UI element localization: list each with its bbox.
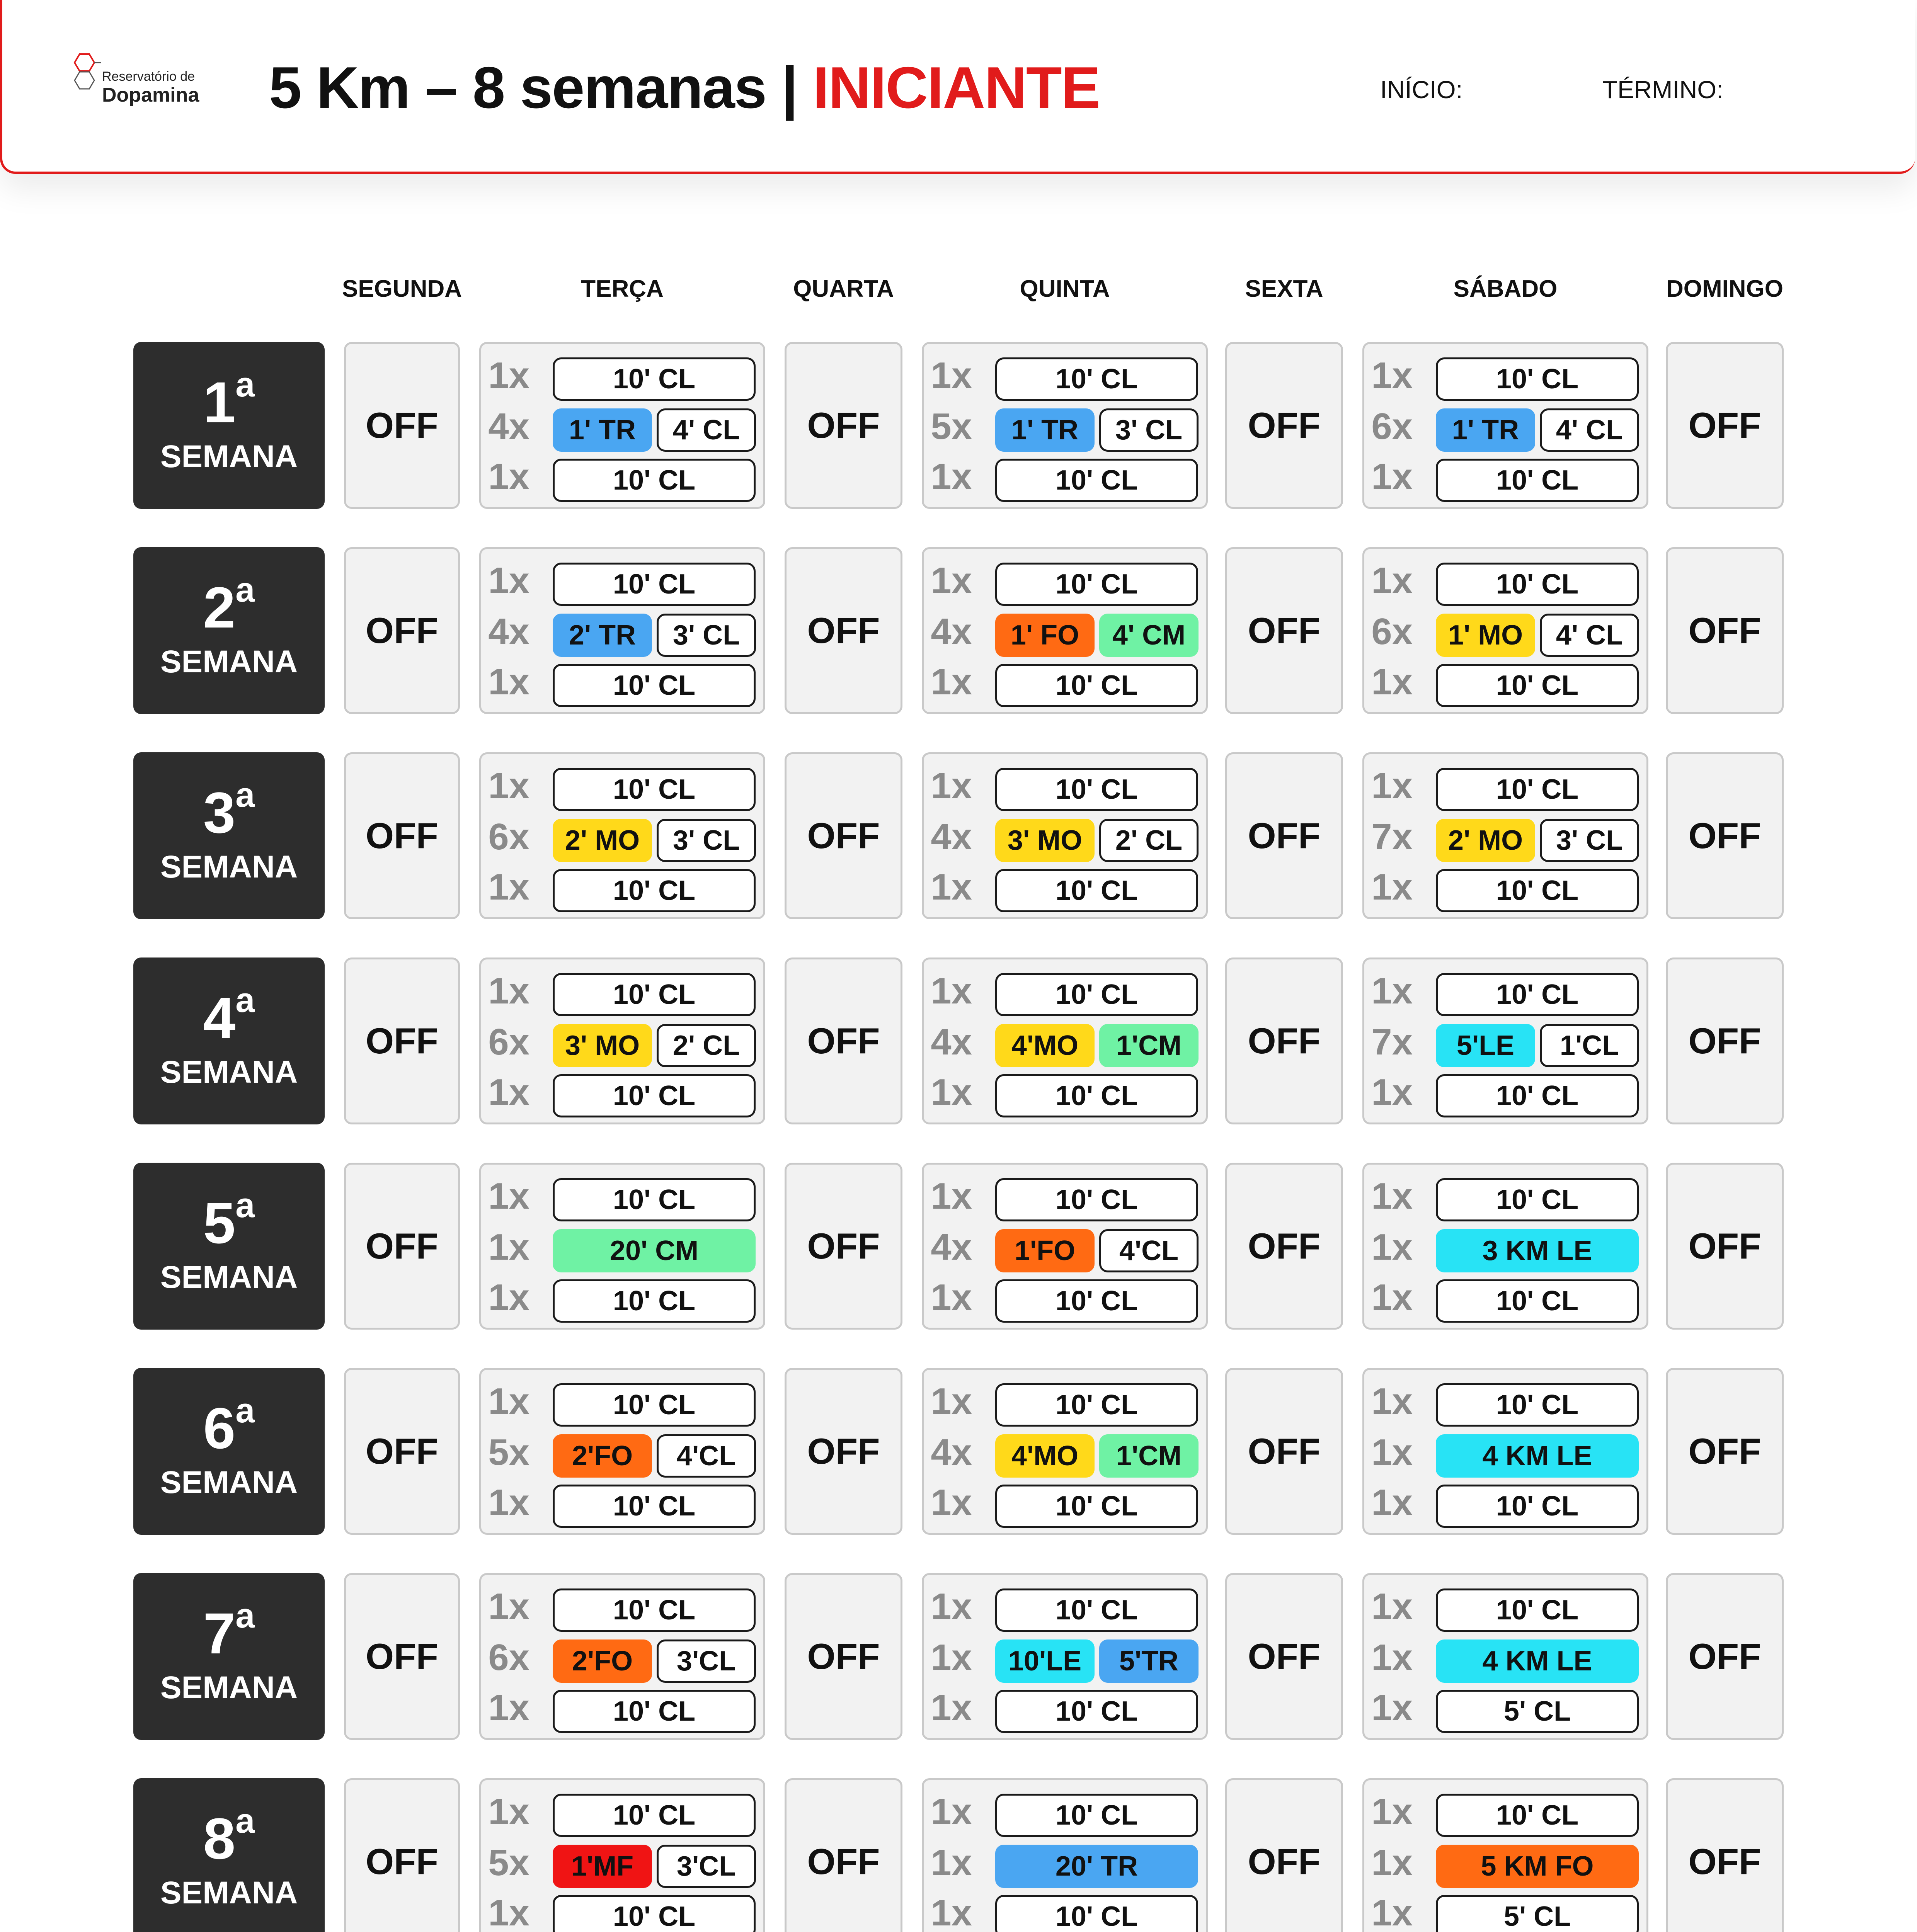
session-pill: 5' CL <box>1436 1690 1639 1733</box>
week-number: 5$^a$ <box>203 1186 255 1255</box>
session-multiplier: 1x <box>931 1277 972 1318</box>
session-multiplier: 1x <box>931 560 972 601</box>
session-pill: 10' CL <box>1436 1485 1639 1528</box>
session-pill: 10' CL <box>553 973 756 1016</box>
header-bar <box>0 0 1915 174</box>
session-pill: 1'CM <box>1099 1434 1199 1478</box>
off-cell: OFF <box>785 1163 902 1330</box>
off-cell: OFF <box>1666 1163 1784 1330</box>
session-pill: 1'CM <box>1099 1024 1199 1067</box>
session-multiplier: 1x <box>931 866 972 908</box>
week-label <box>133 547 325 714</box>
off-cell: OFF <box>785 752 902 919</box>
session-pill: 10' CL <box>995 1074 1198 1117</box>
session-multiplier: 1x <box>931 1687 972 1728</box>
session-pill: 1' FO <box>995 614 1095 657</box>
week-label <box>133 342 325 509</box>
session-pill: 10' CL <box>553 664 756 707</box>
session-multiplier: 1x <box>488 560 529 601</box>
off-cell: OFF <box>1225 1368 1343 1535</box>
session-multiplier: 1x <box>1371 1175 1413 1217</box>
session-pill: 5' CL <box>1436 1895 1639 1932</box>
session-multiplier: 4x <box>931 611 972 652</box>
session-multiplier: 4x <box>931 1432 972 1473</box>
off-cell: OFF <box>1225 957 1343 1124</box>
session-pill: 4'MO <box>995 1024 1095 1067</box>
session-multiplier: 6x <box>488 816 529 857</box>
session-pill: 1'FO <box>995 1229 1095 1272</box>
session-pill: 10' CL <box>995 973 1198 1016</box>
session-pill: 4' CL <box>657 408 756 452</box>
week-word: SEMANA <box>160 1670 298 1705</box>
week-word: SEMANA <box>160 849 298 884</box>
session-pill: 10' CL <box>1436 459 1639 502</box>
off-cell: OFF <box>785 342 902 509</box>
logo <box>68 50 199 128</box>
week-label <box>133 1163 325 1330</box>
session-pill: 2' CL <box>1099 819 1199 862</box>
session-multiplier: 7x <box>1371 816 1413 857</box>
off-cell: OFF <box>1225 547 1343 714</box>
session-multiplier: 6x <box>1371 406 1413 447</box>
off-cell: OFF <box>1666 1368 1784 1535</box>
session-pill: 10' CL <box>995 1279 1198 1323</box>
off-cell: OFF <box>785 1573 902 1740</box>
session-pill: 4' CM <box>1099 614 1199 657</box>
session-pill: 10' CL <box>1436 1794 1639 1837</box>
session-pill: 10' CL <box>995 563 1198 606</box>
session-pill: 3' MO <box>553 1024 652 1067</box>
week-label <box>133 957 325 1124</box>
off-cell: OFF <box>785 1368 902 1535</box>
session-pill: 1' TR <box>995 408 1095 452</box>
session-pill: 1' TR <box>1436 408 1535 452</box>
week-word: SEMANA <box>160 644 298 679</box>
session-multiplier: 1x <box>931 765 972 806</box>
session-multiplier: 1x <box>1371 1277 1413 1318</box>
off-cell: OFF <box>1666 342 1784 509</box>
session-pill: 10' CL <box>1436 973 1639 1016</box>
week-label <box>133 1368 325 1535</box>
week-word: SEMANA <box>160 439 298 474</box>
session-multiplier: 1x <box>931 1842 972 1883</box>
off-cell: OFF <box>344 1778 460 1932</box>
session-multiplier: 4x <box>488 406 529 447</box>
session-multiplier: 1x <box>1371 661 1413 702</box>
session-pill: 4' CL <box>1540 614 1639 657</box>
session-pill: 10' CL <box>995 1485 1198 1528</box>
end-label: TÉRMINO: <box>1602 76 1723 104</box>
session-multiplier: 4x <box>931 1226 972 1268</box>
session-multiplier: 5x <box>488 1842 529 1883</box>
session-pill: 4 KM LE <box>1436 1639 1639 1683</box>
logo-text <box>102 69 199 106</box>
session-pill: 2' MO <box>1436 819 1535 862</box>
session-pill: 10' CL <box>995 1794 1198 1837</box>
session-pill: 10' CL <box>995 768 1198 811</box>
session-multiplier: 1x <box>488 1175 529 1217</box>
session-multiplier: 1x <box>931 1175 972 1217</box>
session-multiplier: 1x <box>488 970 529 1012</box>
session-pill: 10' CL <box>553 563 756 606</box>
session-pill: 20' TR <box>995 1845 1198 1888</box>
session-pill: 3' CL <box>657 614 756 657</box>
page-title <box>269 54 1100 122</box>
session-multiplier: 1x <box>1371 355 1413 396</box>
session-multiplier: 1x <box>488 1482 529 1523</box>
session-multiplier: 1x <box>488 765 529 806</box>
session-pill: 20' CM <box>553 1229 756 1272</box>
week-number: 2$^a$ <box>203 571 255 640</box>
session-multiplier: 6x <box>488 1637 529 1678</box>
session-multiplier: 4x <box>931 816 972 857</box>
session-multiplier: 1x <box>1371 970 1413 1012</box>
week-label <box>133 1573 325 1740</box>
session-pill: 3'CL <box>657 1845 756 1888</box>
session-multiplier: 1x <box>931 970 972 1012</box>
session-pill: 10' CL <box>995 1383 1198 1427</box>
session-multiplier: 1x <box>1371 456 1413 497</box>
off-cell: OFF <box>344 957 460 1124</box>
session-multiplier: 1x <box>1371 1226 1413 1268</box>
session-pill: 10' CL <box>1436 1178 1639 1221</box>
session-pill: 3 KM LE <box>1436 1229 1639 1272</box>
session-pill: 4' CL <box>1540 408 1639 452</box>
off-cell: OFF <box>1225 1573 1343 1740</box>
session-multiplier: 1x <box>931 1381 972 1422</box>
session-pill: 4'CL <box>1099 1229 1199 1272</box>
session-pill: 3' CL <box>1099 408 1199 452</box>
off-cell: OFF <box>1225 752 1343 919</box>
session-multiplier: 1x <box>1371 1071 1413 1113</box>
session-multiplier: 6x <box>1371 611 1413 652</box>
week-word: SEMANA <box>160 1465 298 1500</box>
day-header-4: QUINTA <box>1020 276 1110 302</box>
week-word: SEMANA <box>160 1260 298 1295</box>
session-multiplier: 1x <box>488 1892 529 1932</box>
session-pill: 3'CL <box>657 1639 756 1683</box>
session-multiplier: 1x <box>488 866 529 908</box>
session-multiplier: 1x <box>931 1637 972 1678</box>
session-multiplier: 1x <box>488 1226 529 1268</box>
session-multiplier: 1x <box>488 1071 529 1113</box>
session-pill: 10' CL <box>553 1895 756 1932</box>
day-header-7: DOMINGO <box>1666 276 1784 302</box>
day-header-2: TERÇA <box>581 276 664 302</box>
title-main: 5 Km – 8 semanas | <box>269 55 813 121</box>
session-pill: 10' CL <box>1436 563 1639 606</box>
session-pill: 10' CL <box>995 1178 1198 1221</box>
session-pill: 10' CL <box>995 1895 1198 1932</box>
week-label <box>133 752 325 919</box>
off-cell: OFF <box>1666 957 1784 1124</box>
session-multiplier: 1x <box>1371 866 1413 908</box>
session-multiplier: 1x <box>488 1791 529 1832</box>
session-pill: 10' CL <box>553 1383 756 1427</box>
session-multiplier: 1x <box>1371 1892 1413 1932</box>
session-pill: 4'CL <box>657 1434 756 1478</box>
session-pill: 10' CL <box>553 1485 756 1528</box>
off-cell: OFF <box>1225 1778 1343 1932</box>
session-pill: 10' CL <box>553 459 756 502</box>
session-multiplier: 1x <box>1371 1586 1413 1627</box>
off-cell: OFF <box>1666 1573 1784 1740</box>
session-pill: 1'MF <box>553 1845 652 1888</box>
session-multiplier: 1x <box>488 661 529 702</box>
session-pill: 4'MO <box>995 1434 1095 1478</box>
session-pill: 10' CL <box>1436 1383 1639 1427</box>
week-label <box>133 1778 325 1932</box>
session-multiplier: 1x <box>931 456 972 497</box>
session-pill: 10' CL <box>995 1690 1198 1733</box>
session-multiplier: 1x <box>931 1586 972 1627</box>
session-pill: 3' CL <box>657 819 756 862</box>
session-pill: 10' CL <box>995 459 1198 502</box>
off-cell: OFF <box>1666 752 1784 919</box>
session-multiplier: 4x <box>931 1021 972 1063</box>
session-pill: 10' CL <box>995 357 1198 401</box>
session-multiplier: 1x <box>488 1586 529 1627</box>
session-multiplier: 6x <box>488 1021 529 1063</box>
session-pill: 10' CL <box>1436 1588 1639 1632</box>
session-multiplier: 1x <box>488 1277 529 1318</box>
day-header-3: QUARTA <box>793 276 894 302</box>
logo-line1: Reservatório de <box>102 69 195 84</box>
session-pill: 10' CL <box>553 1178 756 1221</box>
session-multiplier: 1x <box>1371 1381 1413 1422</box>
session-multiplier: 1x <box>1371 1842 1413 1883</box>
off-cell: OFF <box>785 1778 902 1932</box>
logo-line2: Dopamina <box>102 84 199 106</box>
session-pill: 2'FO <box>553 1639 652 1683</box>
session-pill: 10' CL <box>1436 357 1639 401</box>
off-cell: OFF <box>344 1573 460 1740</box>
session-multiplier: 1x <box>931 1482 972 1523</box>
week-number: 3$^a$ <box>203 776 255 845</box>
session-multiplier: 1x <box>1371 1637 1413 1678</box>
session-multiplier: 1x <box>931 1791 972 1832</box>
off-cell: OFF <box>344 342 460 509</box>
off-cell: OFF <box>785 547 902 714</box>
off-cell: OFF <box>1666 547 1784 714</box>
session-pill: 10' CL <box>1436 869 1639 912</box>
start-label: INÍCIO: <box>1380 76 1463 104</box>
session-multiplier: 1x <box>1371 1432 1413 1473</box>
session-multiplier: 4x <box>488 611 529 652</box>
week-word: SEMANA <box>160 1054 298 1090</box>
session-pill: 10' CL <box>553 1279 756 1323</box>
session-pill: 3' MO <box>995 819 1095 862</box>
session-pill: 10' CL <box>553 768 756 811</box>
week-word: SEMANA <box>160 1875 298 1910</box>
session-pill: 10' CL <box>995 664 1198 707</box>
off-cell: OFF <box>344 1368 460 1535</box>
session-multiplier: 1x <box>1371 560 1413 601</box>
off-cell: OFF <box>785 957 902 1124</box>
session-pill: 10' CL <box>553 1690 756 1733</box>
off-cell: OFF <box>1225 342 1343 509</box>
session-pill: 5 KM FO <box>1436 1845 1639 1888</box>
hexagon-logo-icon <box>68 50 103 93</box>
session-multiplier: 1x <box>1371 1791 1413 1832</box>
week-number: 1$^a$ <box>203 366 255 435</box>
session-multiplier: 1x <box>931 355 972 396</box>
week-number: 4$^a$ <box>203 981 255 1050</box>
session-multiplier: 1x <box>1371 1482 1413 1523</box>
session-multiplier: 1x <box>931 661 972 702</box>
session-pill: 10' CL <box>1436 664 1639 707</box>
day-header-5: SEXTA <box>1245 276 1323 302</box>
session-multiplier: 1x <box>488 1687 529 1728</box>
session-pill: 10'LE <box>995 1639 1095 1683</box>
week-number: 6$^a$ <box>203 1391 255 1461</box>
week-number: 8$^a$ <box>203 1802 255 1871</box>
session-pill: 10' CL <box>553 357 756 401</box>
session-pill: 5'TR <box>1099 1639 1199 1683</box>
session-multiplier: 1x <box>1371 765 1413 806</box>
off-cell: OFF <box>344 547 460 714</box>
session-pill: 1' TR <box>553 408 652 452</box>
session-multiplier: 7x <box>1371 1021 1413 1063</box>
session-multiplier: 1x <box>488 456 529 497</box>
session-pill: 5'LE <box>1436 1024 1535 1067</box>
session-pill: 10' CL <box>553 869 756 912</box>
off-cell: OFF <box>344 1163 460 1330</box>
session-pill: 10' CL <box>1436 768 1639 811</box>
title-accent: INICIANTE <box>813 55 1100 121</box>
off-cell: OFF <box>1666 1778 1784 1932</box>
off-cell: OFF <box>344 752 460 919</box>
session-pill: 2' MO <box>553 819 652 862</box>
session-pill: 2' TR <box>553 614 652 657</box>
session-multiplier: 5x <box>931 406 972 447</box>
day-header-1: SEGUNDA <box>342 276 462 302</box>
session-pill: 10' CL <box>553 1588 756 1632</box>
session-pill: 10' CL <box>995 1588 1198 1632</box>
session-multiplier: 1x <box>488 1381 529 1422</box>
session-multiplier: 1x <box>931 1071 972 1113</box>
session-pill: 2'FO <box>553 1434 652 1478</box>
session-pill: 10' CL <box>553 1794 756 1837</box>
session-pill: 1'CL <box>1540 1024 1639 1067</box>
session-multiplier: 1x <box>1371 1687 1413 1728</box>
session-pill: 10' CL <box>995 869 1198 912</box>
session-pill: 10' CL <box>1436 1074 1639 1117</box>
week-number: 7$^a$ <box>203 1597 255 1666</box>
off-cell: OFF <box>1225 1163 1343 1330</box>
session-pill: 2' CL <box>657 1024 756 1067</box>
session-pill: 10' CL <box>553 1074 756 1117</box>
session-pill: 3' CL <box>1540 819 1639 862</box>
session-pill: 10' CL <box>1436 1279 1639 1323</box>
session-multiplier: 1x <box>931 1892 972 1932</box>
day-header-6: SÁBADO <box>1453 276 1558 302</box>
session-pill: 4 KM LE <box>1436 1434 1639 1478</box>
session-multiplier: 1x <box>488 355 529 396</box>
session-multiplier: 5x <box>488 1432 529 1473</box>
session-pill: 1' MO <box>1436 614 1535 657</box>
